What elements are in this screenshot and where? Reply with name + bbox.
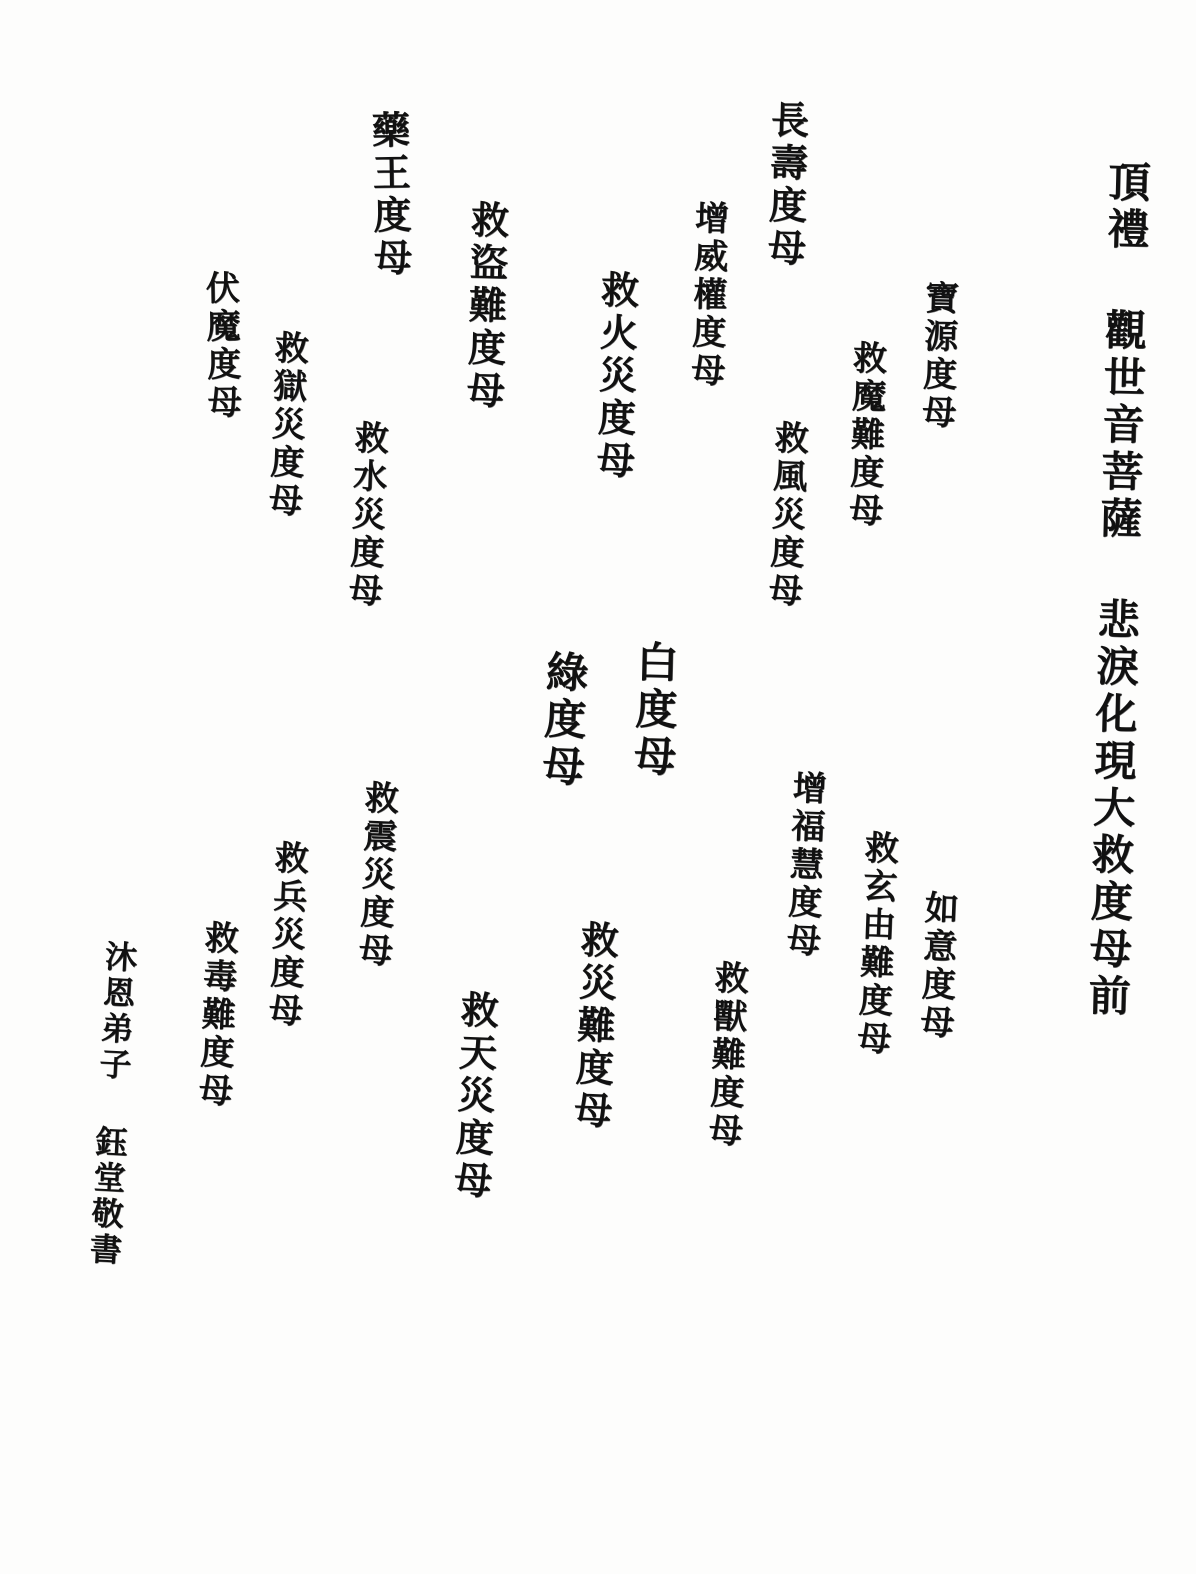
calligraphy-column-changshou: 長壽度母 bbox=[760, 99, 810, 271]
calligraphy-column-shounan: 救獸難度母 bbox=[701, 959, 749, 1152]
calligraphy-column-zainan: 救災難度母 bbox=[566, 919, 620, 1134]
calligraphy-column-daonan: 救盜難度母 bbox=[459, 199, 510, 414]
calligraphy-column-zhenzai: 救震災度母 bbox=[351, 779, 399, 972]
calligraphy-column-yaowang: 藥王度母 bbox=[365, 109, 413, 281]
calligraphy-column-title: 頂禮 觀世音菩薩 悲淚化現大救度母前 bbox=[1081, 159, 1152, 1022]
calligraphy-column-tianzai: 救天災度母 bbox=[446, 989, 500, 1204]
calligraphy-column-fumo: 伏魔度母 bbox=[199, 269, 242, 423]
calligraphy-column-lvdumu: 綠度母 bbox=[535, 649, 590, 792]
calligraphy-column-baoyuan: 寶源度母 bbox=[915, 279, 959, 433]
calligraphy-column-dunan: 救毒難度母 bbox=[191, 919, 239, 1112]
calligraphy-column-yuzai: 救獄災度母 bbox=[261, 329, 309, 522]
calligraphy-column-monan: 救魔難度母 bbox=[842, 339, 887, 531]
calligraphy-column-ruyi: 如意度母 bbox=[913, 889, 959, 1043]
calligraphy-column-shuizai: 救水災度母 bbox=[341, 419, 389, 612]
calligraphy-column-fengzai: 救風災度母 bbox=[761, 419, 809, 612]
calligraphy-column-zengweiquan: 增威權度母 bbox=[684, 199, 729, 391]
calligraphy-column-baidumu: 白度母 bbox=[627, 639, 680, 782]
calligraphy-column-zengfu: 增福慧度母 bbox=[779, 769, 827, 962]
calligraphy-column-bingzai: 救兵災度母 bbox=[261, 839, 309, 1032]
signature-column: 沐恩弟子 鈺堂敬書 bbox=[83, 939, 139, 1270]
calligraphy-column-xuanyou: 救玄由難度母 bbox=[850, 829, 899, 1060]
calligraphy-column-huozai: 救火災度母 bbox=[589, 269, 640, 484]
